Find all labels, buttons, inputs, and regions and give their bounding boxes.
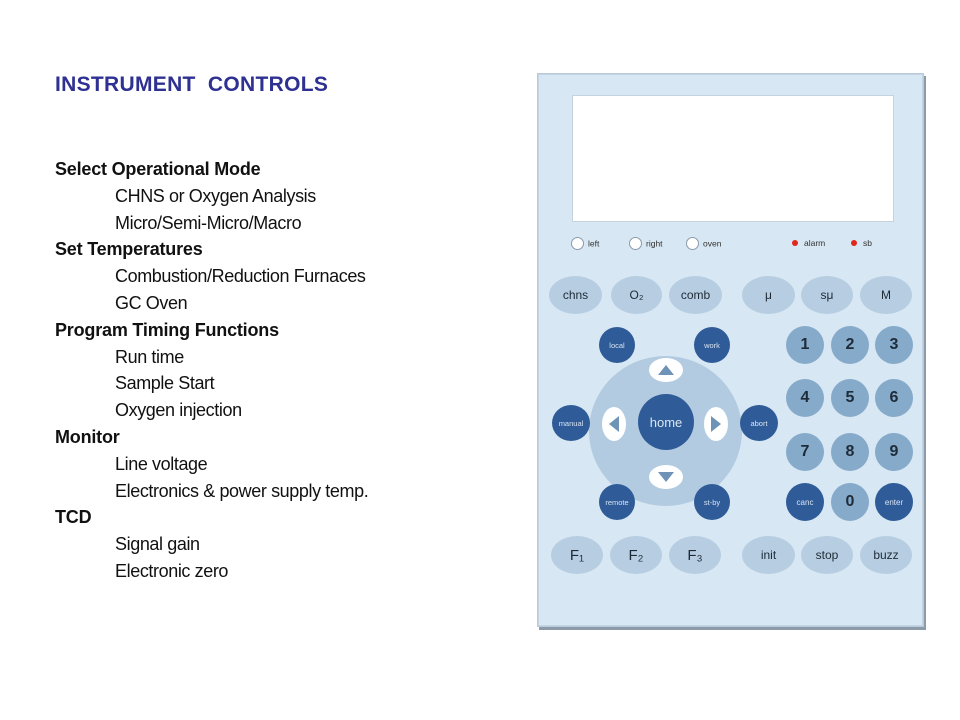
controls-outline — [55, 156, 495, 585]
lcd-display — [572, 95, 894, 222]
page-title: INSTRUMENT CONTROLS — [55, 73, 329, 96]
manual-key[interactable]: manual — [552, 405, 590, 441]
section-item: CHNS or Oxygen Analysis — [115, 185, 316, 206]
macro-key[interactable]: M — [860, 276, 912, 314]
indicator-label: left — [588, 238, 600, 249]
section-item: Signal gain — [115, 534, 200, 555]
enter-key[interactable]: enter — [875, 483, 913, 521]
alarm-led-icon — [792, 240, 798, 246]
home-key[interactable]: home — [638, 394, 694, 450]
arrow-right-icon — [711, 416, 721, 432]
section-item: Oxygen injection — [115, 400, 242, 421]
cancel-key[interactable]: canc — [786, 483, 824, 521]
remote-key[interactable]: remote — [599, 484, 635, 520]
init-key[interactable]: init — [742, 536, 795, 574]
arrow-down-button[interactable] — [649, 465, 683, 489]
key-3[interactable]: 3 — [875, 326, 913, 364]
comb-key[interactable]: comb — [669, 276, 722, 314]
indicator-lamp-icon — [686, 237, 699, 250]
key-9[interactable]: 9 — [875, 433, 913, 471]
standby-key[interactable]: st-by — [694, 484, 730, 520]
key-6[interactable]: 6 — [875, 379, 913, 417]
arrow-up-icon — [658, 365, 674, 375]
indicator-alarm — [792, 237, 825, 251]
local-key[interactable]: local — [599, 327, 635, 363]
arrow-left-icon — [609, 416, 619, 432]
indicator-label: alarm — [804, 237, 826, 248]
arrow-right-button[interactable] — [704, 407, 728, 441]
indicator-left — [571, 237, 599, 251]
section-heading: Program Timing Functions — [55, 319, 279, 340]
arrow-left-button[interactable] — [602, 407, 626, 441]
section-item: Micro/Semi-Micro/Macro — [115, 212, 302, 233]
f1-key[interactable]: F₁ — [551, 536, 603, 574]
abort-key[interactable]: abort — [740, 405, 778, 441]
section-item: Line voltage — [115, 453, 208, 474]
section-item: Electronics & power supply temp. — [115, 480, 369, 501]
section-heading: Select Operational Mode — [55, 159, 261, 179]
key-7[interactable]: 7 — [786, 433, 824, 471]
key-1[interactable]: 1 — [786, 326, 824, 364]
key-2[interactable]: 2 — [831, 326, 869, 364]
indicator-oven — [686, 237, 721, 251]
section-operational-mode — [55, 156, 495, 236]
section-item: Electronic zero — [115, 560, 229, 581]
section-monitor — [55, 424, 495, 504]
stop-key[interactable]: stop — [801, 536, 853, 574]
buzz-key[interactable]: buzz — [860, 536, 912, 574]
key-4[interactable]: 4 — [786, 379, 824, 417]
indicator-label: oven — [703, 238, 722, 249]
f3-key[interactable]: F₃ — [669, 536, 721, 574]
indicator-label: right — [646, 238, 663, 249]
o2-key[interactable]: O₂ — [611, 276, 662, 314]
section-heading: Monitor — [55, 426, 120, 447]
indicator-sb — [851, 237, 872, 251]
section-timing — [55, 317, 495, 424]
section-item: Sample Start — [115, 373, 215, 394]
section-heading: Set Temperatures — [55, 239, 203, 260]
key-0[interactable]: 0 — [831, 483, 869, 521]
section-item: Run time — [115, 346, 184, 367]
key-8[interactable]: 8 — [831, 433, 869, 471]
f2-key[interactable]: F₂ — [610, 536, 662, 574]
mu-key[interactable]: μ — [742, 276, 795, 314]
indicator-lamp-icon — [629, 237, 642, 250]
sb-led-icon — [851, 240, 857, 246]
indicator-right — [629, 237, 663, 251]
arrow-down-icon — [658, 472, 674, 482]
section-tcd — [55, 504, 495, 584]
indicator-lamp-icon — [571, 237, 584, 250]
section-temperatures — [55, 236, 495, 316]
semi-micro-key[interactable]: sμ — [801, 276, 853, 314]
instrument-control-panel — [537, 73, 924, 627]
arrow-up-button[interactable] — [649, 358, 683, 382]
key-5[interactable]: 5 — [831, 379, 869, 417]
section-item: Combustion/Reduction Furnaces — [115, 266, 366, 287]
section-heading: TCD — [55, 507, 92, 528]
section-item: GC Oven — [115, 292, 188, 313]
work-key[interactable]: work — [694, 327, 730, 363]
chns-key[interactable]: chns — [549, 276, 602, 314]
indicator-label: sb — [863, 237, 872, 248]
